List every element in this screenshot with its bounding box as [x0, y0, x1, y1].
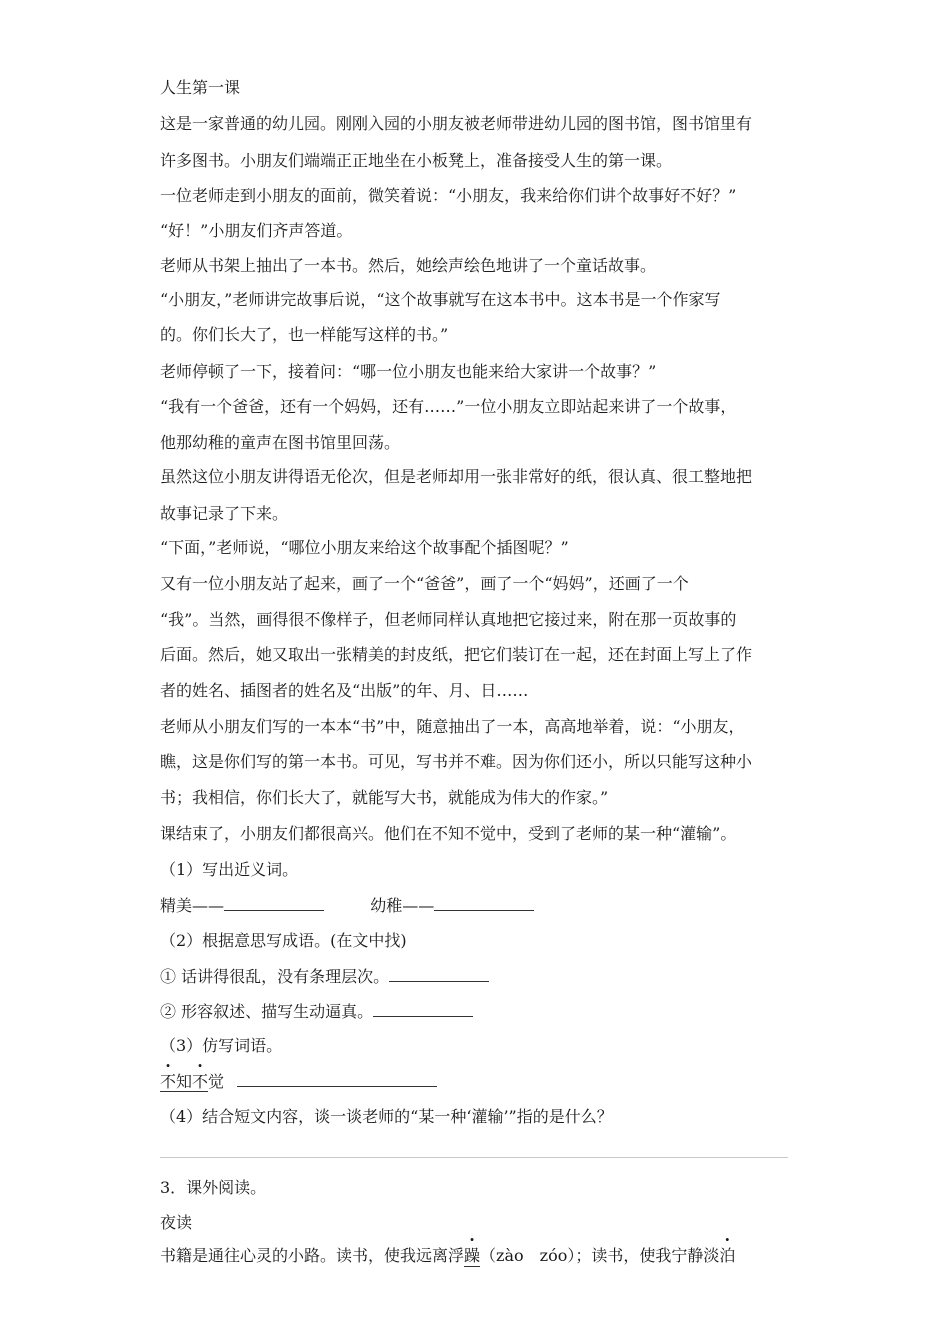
- synonym-prompt-a: 精美——: [160, 896, 225, 915]
- paragraph-line: 他那幼稚的童声在图书馆里回荡。: [160, 433, 401, 452]
- section-3-title: 夜读: [160, 1213, 193, 1232]
- answer-blank-idiom-2[interactable]: [373, 1002, 473, 1017]
- question-2-item-1: [160, 967, 489, 987]
- dotted-char: 躁: [464, 1246, 481, 1265]
- section-3-heading: 3．课外阅读。: [160, 1178, 267, 1197]
- paragraph-line: 故事记录了下来。: [160, 504, 289, 523]
- question-1: （1）写出近义词。: [160, 860, 299, 879]
- paragraph-line: 老师从小朋友们写的一本本“书”中，随意抽出了一本，高高地举着，说：“小朋友，: [160, 717, 745, 736]
- paragraph-line: “好！”小朋友们齐声答道。: [160, 221, 353, 240]
- paragraph-line: “我”。当然，画得很不像样子，但老师同样认真地把它接过来，附在那一页故事的: [160, 610, 737, 629]
- section-3-text: （zào zóo）；读书，使我宁静淡: [480, 1246, 720, 1265]
- paragraph-line: 者的姓名、插图者的姓名及“出版”的年、月、日……: [160, 681, 529, 700]
- question-3-row: [160, 1072, 437, 1092]
- question-3: （3）仿写词语。: [160, 1036, 283, 1055]
- paragraph-line: 老师停顿了一下，接着问：“哪一位小朋友也能来给大家讲一个故事？”: [160, 362, 657, 381]
- question-1-row: [160, 896, 534, 916]
- answer-blank-idiom-1[interactable]: [389, 967, 489, 982]
- paragraph-line: “我有一个爸爸，还有一个妈妈，还有……”一位小朋友立即站起来讲了一个故事，: [160, 397, 737, 416]
- paragraph-line: 一位老师走到小朋友的面前，微笑着说：“小朋友，我来给你们讲个故事好不好？”: [160, 186, 737, 205]
- paragraph-line: 又有一位小朋友站了起来，画了一个“爸爸”，画了一个“妈妈”，还画了一个: [160, 574, 689, 593]
- paragraph-line: “小朋友，”老师讲完故事后说，“这个故事就写在这本书中。这本书是一个作家写: [160, 290, 721, 309]
- pattern-char: 知: [176, 1072, 193, 1091]
- paragraph-line: 后面。然后，她又取出一张精美的封皮纸，把它们装订在一起，还在封面上写上了作: [160, 645, 753, 664]
- section-3-line: [160, 1246, 735, 1267]
- question-2-item-2: [160, 1002, 473, 1022]
- question-2: （2）根据意思写成语。(在文中找): [160, 931, 407, 950]
- dotted-char: 不: [192, 1072, 209, 1091]
- synonym-prompt-b: 幼稚——: [370, 896, 435, 915]
- paragraph-line: 书；我相信，你们长大了，就能写大书，就能成为伟大的作家。”: [160, 788, 609, 807]
- paragraph-line: 许多图书。小朋友们端端正正地坐在小板凳上，准备接受人生的第一课。: [160, 151, 673, 170]
- answer-blank-imitate[interactable]: [237, 1072, 437, 1087]
- question-2-item-2-text: ② 形容叙述、描写生动逼真。: [160, 1002, 374, 1021]
- answer-line[interactable]: [160, 1157, 788, 1158]
- paragraph-line: 老师从书架上抽出了一本书。然后，她绘声绘色地讲了一个童话故事。: [160, 256, 657, 275]
- answer-blank-synonym-a[interactable]: [224, 896, 324, 911]
- answer-blank-synonym-b[interactable]: [434, 896, 534, 911]
- pattern-word: [160, 1072, 208, 1092]
- paragraph-line: 瞧，这是你们写的第一本书。可见，写书并不难。因为你们还小，所以只能写这种小: [160, 752, 753, 771]
- section-3-text: 书籍是通往心灵的小路。读书，使我远离浮: [160, 1246, 465, 1265]
- question-2-item-1-text: ① 话讲得很乱，没有条理层次。: [160, 967, 390, 986]
- paragraph-line: 虽然这位小朋友讲得语无伦次，但是老师却用一张非常好的纸，很认真、很工整地把: [160, 467, 753, 486]
- paragraph-line: 课结束了，小朋友们都很高兴。他们在不知不觉中，受到了老师的某一种“灌输”。: [160, 824, 737, 843]
- pattern-char: 觉: [208, 1072, 225, 1091]
- paragraph-line: “下面，”老师说，“哪位小朋友来给这个故事配个插图呢？”: [160, 538, 569, 557]
- paragraph-line: 这是一家普通的幼儿园。刚刚入园的小朋友被老师带进幼儿园的图书馆，图书馆里有: [160, 114, 753, 133]
- dotted-char: 不: [160, 1072, 177, 1091]
- paragraph-line: 的。你们长大了，也一样能写这样的书。”: [160, 325, 449, 344]
- question-4: （4）结合短文内容，谈一谈老师的“某一种‘灌输’”指的是什么？: [160, 1107, 613, 1126]
- passage-title: 人生第一课: [160, 78, 241, 97]
- dotted-char: 泊: [719, 1246, 736, 1265]
